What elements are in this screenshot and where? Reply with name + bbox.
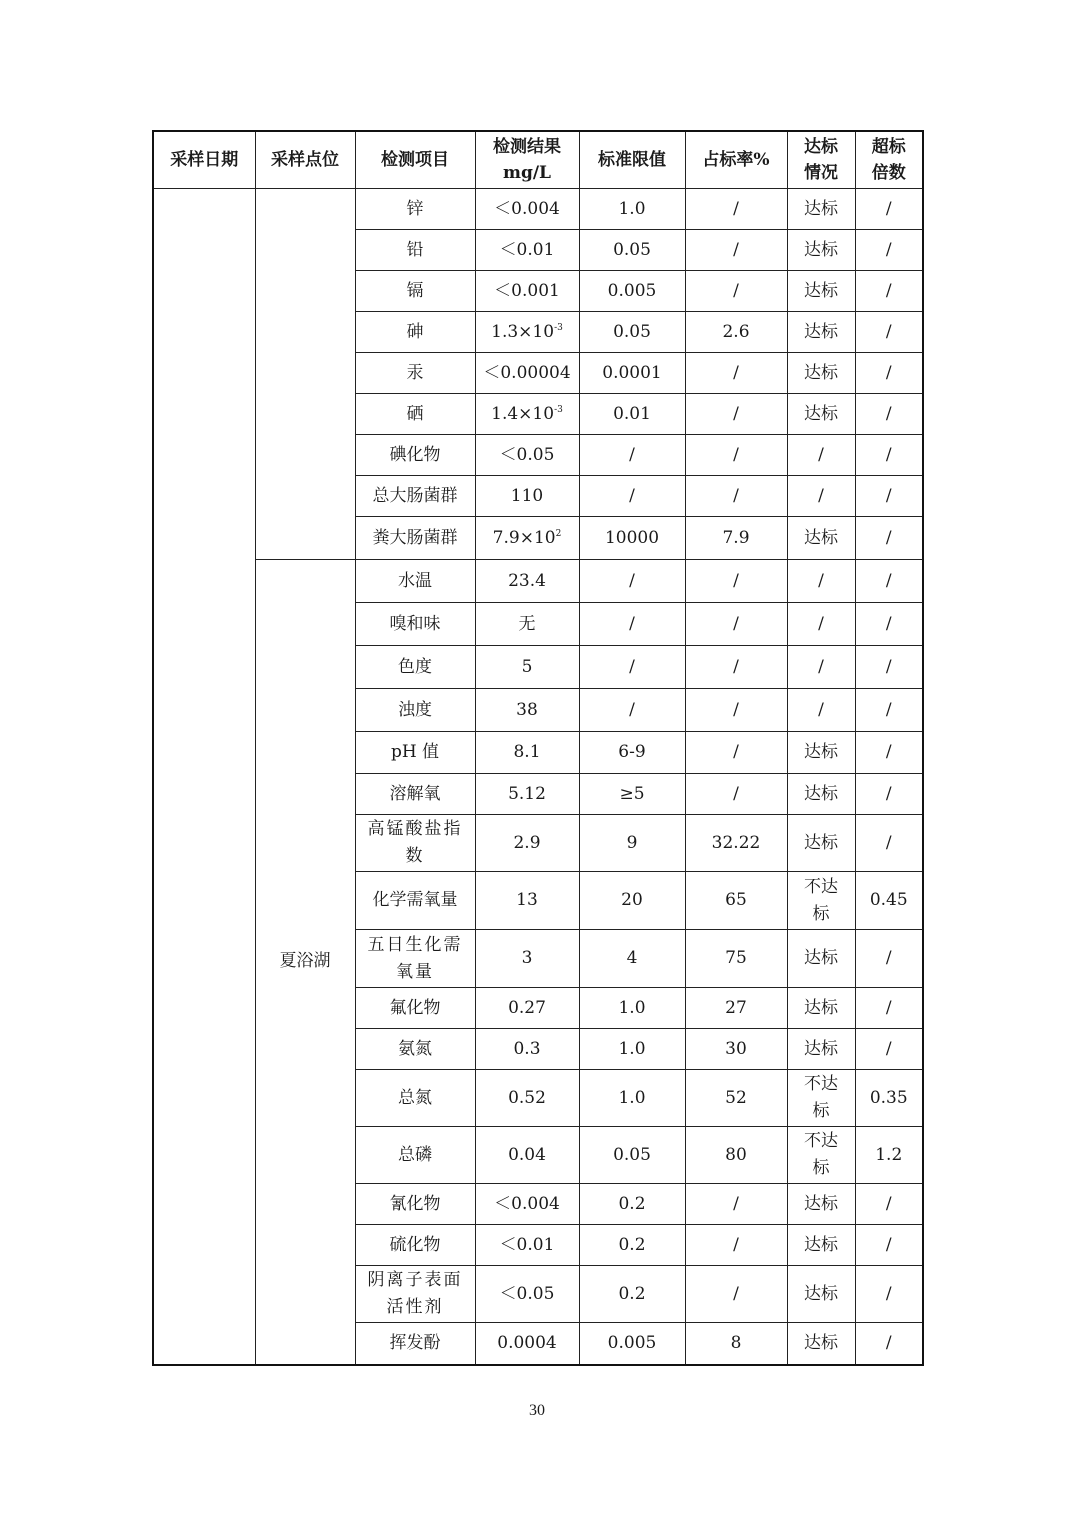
ratio-cell: 30 — [685, 1029, 787, 1070]
table-body — [153, 189, 923, 1365]
result-cell: 2.9 — [475, 815, 579, 872]
limit-cell: 1.0 — [579, 1070, 685, 1127]
item-cell: 汞 — [355, 353, 475, 394]
limit-cell: 6-9 — [579, 732, 685, 774]
ratio-cell: / — [685, 774, 787, 815]
exceed-cell: / — [855, 930, 923, 988]
ratio-cell: / — [685, 689, 787, 732]
status-cell: 达标 — [787, 1029, 855, 1070]
header-row — [153, 131, 923, 189]
result-cell: ＜0.00004 — [475, 353, 579, 394]
exceed-cell: / — [855, 560, 923, 603]
exceed-cell: / — [855, 1029, 923, 1070]
result-cell: 5.12 — [475, 774, 579, 815]
item-cell: 高锰酸盐指数 — [355, 815, 475, 872]
status-cell: / — [787, 476, 855, 517]
limit-cell: 9 — [579, 815, 685, 872]
status-cell: 达标 — [787, 774, 855, 815]
exceed-cell: / — [855, 815, 923, 872]
ratio-cell: / — [685, 560, 787, 603]
result-cell: $1.4\times 10^{-3}$ — [475, 394, 579, 435]
limit-cell: 1.0 — [579, 189, 685, 230]
water-quality-table — [152, 130, 924, 1366]
limit-cell: / — [579, 646, 685, 689]
result-cell: $7.9\times 10^2$ — [475, 517, 579, 560]
result-cell: ＜0.001 — [475, 271, 579, 312]
item-cell: 化学需氧量 — [355, 872, 475, 930]
result-cell: 5 — [475, 646, 579, 689]
header-result: 检测结果 mg/L — [475, 131, 579, 189]
status-cell: 达标 — [787, 1323, 855, 1365]
limit-cell: 0.2 — [579, 1184, 685, 1225]
exceed-cell: / — [855, 435, 923, 476]
status-cell: 达标 — [787, 230, 855, 271]
result-cell: ＜0.01 — [475, 1225, 579, 1266]
limit-cell: 0.2 — [579, 1266, 685, 1323]
exceed-cell: / — [855, 271, 923, 312]
status-cell: 达标 — [787, 271, 855, 312]
limit-cell: / — [579, 603, 685, 646]
ratio-cell: / — [685, 353, 787, 394]
status-cell: / — [787, 603, 855, 646]
result-cell: 38 — [475, 689, 579, 732]
exceed-cell: / — [855, 1323, 923, 1365]
exceed-cell: / — [855, 689, 923, 732]
item-cell: 阴离子表面活性剂 — [355, 1266, 475, 1323]
item-cell: 浊度 — [355, 689, 475, 732]
status-cell: 达标 — [787, 1225, 855, 1266]
limit-cell: / — [579, 560, 685, 603]
status-cell: / — [787, 646, 855, 689]
status-cell: 达标 — [787, 930, 855, 988]
item-cell: 镉 — [355, 271, 475, 312]
status-cell: 不达标 — [787, 872, 855, 930]
status-cell: / — [787, 435, 855, 476]
ratio-cell: / — [685, 1225, 787, 1266]
ratio-cell: / — [685, 189, 787, 230]
status-cell: 达标 — [787, 988, 855, 1029]
result-cell: 3 — [475, 930, 579, 988]
result-cell: 0.27 — [475, 988, 579, 1029]
ratio-cell: 80 — [685, 1127, 787, 1184]
limit-cell: 0.005 — [579, 271, 685, 312]
sample-site-cell: 夏浴湖 — [255, 560, 355, 1365]
limit-cell: 0.2 — [579, 1225, 685, 1266]
item-cell: 水温 — [355, 560, 475, 603]
ratio-cell: / — [685, 732, 787, 774]
ratio-cell: / — [685, 1266, 787, 1323]
result-cell: ＜0.05 — [475, 1266, 579, 1323]
item-cell: 总大肠菌群 — [355, 476, 475, 517]
status-cell: 不达标 — [787, 1070, 855, 1127]
header-limit: 标准限值 — [579, 131, 685, 189]
item-cell: 铅 — [355, 230, 475, 271]
ratio-cell: / — [685, 230, 787, 271]
limit-cell: 0.0001 — [579, 353, 685, 394]
limit-cell: 4 — [579, 930, 685, 988]
ratio-cell: / — [685, 435, 787, 476]
result-cell: 13 — [475, 872, 579, 930]
result-cell: ＜0.004 — [475, 1184, 579, 1225]
exceed-cell: / — [855, 353, 923, 394]
sample-date-cell — [153, 189, 255, 1365]
sample-site-cell — [255, 189, 355, 560]
status-cell: 达标 — [787, 815, 855, 872]
limit-cell: 0.05 — [579, 230, 685, 271]
exceed-cell: / — [855, 394, 923, 435]
result-exponent: 2 — [555, 528, 562, 539]
exceed-cell: 0.45 — [855, 872, 923, 930]
limit-cell: 0.005 — [579, 1323, 685, 1365]
ratio-cell: / — [685, 476, 787, 517]
result-cell: 0.0004 — [475, 1323, 579, 1365]
result-cell: $1.3\times 10^{-3}$ — [475, 312, 579, 353]
item-cell: 嗅和味 — [355, 603, 475, 646]
item-cell: 氰化物 — [355, 1184, 475, 1225]
result-cell: 0.3 — [475, 1029, 579, 1070]
result-cell: 8.1 — [475, 732, 579, 774]
item-cell: 硫化物 — [355, 1225, 475, 1266]
ratio-cell: 8 — [685, 1323, 787, 1365]
item-cell: 锌 — [355, 189, 475, 230]
exceed-cell: / — [855, 189, 923, 230]
status-cell: 达标 — [787, 1266, 855, 1323]
ratio-cell: 32.22 — [685, 815, 787, 872]
header-ratio: 占标率% — [685, 131, 787, 189]
exceed-cell: / — [855, 988, 923, 1029]
exceed-cell: / — [855, 774, 923, 815]
ratio-cell: 65 — [685, 872, 787, 930]
status-cell: 达标 — [787, 353, 855, 394]
exceed-cell: / — [855, 732, 923, 774]
result-cell: 0.04 — [475, 1127, 579, 1184]
page-number: 30 — [529, 1402, 545, 1419]
item-cell: 溶解氧 — [355, 774, 475, 815]
result-cell: ＜0.004 — [475, 189, 579, 230]
result-cell: 无 — [475, 603, 579, 646]
limit-cell: 1.0 — [579, 1029, 685, 1070]
item-cell: 色度 — [355, 646, 475, 689]
ratio-cell: / — [685, 603, 787, 646]
result-cell: 110 — [475, 476, 579, 517]
ratio-cell: / — [685, 646, 787, 689]
status-cell: 达标 — [787, 394, 855, 435]
header-sample-date: 采样日期 — [153, 131, 255, 189]
status-cell: 不达标 — [787, 1127, 855, 1184]
exceed-cell: / — [855, 646, 923, 689]
header-status: 达标 情况 — [787, 131, 855, 189]
result-cell: ＜0.01 — [475, 230, 579, 271]
status-cell: 达标 — [787, 517, 855, 560]
header-test-item: 检测项目 — [355, 131, 475, 189]
exceed-cell: / — [855, 1266, 923, 1323]
table-row — [153, 560, 923, 603]
status-cell: / — [787, 560, 855, 603]
exceed-cell: / — [855, 1225, 923, 1266]
status-cell: 达标 — [787, 312, 855, 353]
exceed-cell: / — [855, 312, 923, 353]
limit-cell: / — [579, 476, 685, 517]
item-cell: 碘化物 — [355, 435, 475, 476]
result-exponent: -3 — [554, 322, 563, 333]
limit-cell: ≥5 — [579, 774, 685, 815]
item-cell: 挥发酚 — [355, 1323, 475, 1365]
limit-cell: 0.05 — [579, 312, 685, 353]
exceed-cell: / — [855, 517, 923, 560]
limit-cell: 10000 — [579, 517, 685, 560]
ratio-cell: 2.6 — [685, 312, 787, 353]
ratio-cell: 7.9 — [685, 517, 787, 560]
result-cell: 0.52 — [475, 1070, 579, 1127]
exceed-cell: 1.2 — [855, 1127, 923, 1184]
exceed-cell: / — [855, 603, 923, 646]
exceed-cell: / — [855, 476, 923, 517]
item-cell: 粪大肠菌群 — [355, 517, 475, 560]
header-exceed: 超标 倍数 — [855, 131, 923, 189]
table-row — [153, 189, 923, 230]
header-sample-site: 采样点位 — [255, 131, 355, 189]
item-cell: pH 值 — [355, 732, 475, 774]
item-cell: 砷 — [355, 312, 475, 353]
result-cell: ＜0.05 — [475, 435, 579, 476]
item-cell: 氨氮 — [355, 1029, 475, 1070]
status-cell: 达标 — [787, 189, 855, 230]
ratio-cell: / — [685, 271, 787, 312]
item-cell: 总氮 — [355, 1070, 475, 1127]
exceed-cell: 0.35 — [855, 1070, 923, 1127]
status-cell: 达标 — [787, 732, 855, 774]
item-cell: 五日生化需氧量 — [355, 930, 475, 988]
ratio-cell: 75 — [685, 930, 787, 988]
status-cell: / — [787, 689, 855, 732]
ratio-cell: 27 — [685, 988, 787, 1029]
limit-cell: 20 — [579, 872, 685, 930]
limit-cell: 0.05 — [579, 1127, 685, 1184]
ratio-cell: 52 — [685, 1070, 787, 1127]
ratio-cell: / — [685, 394, 787, 435]
item-cell: 硒 — [355, 394, 475, 435]
exceed-cell: / — [855, 230, 923, 271]
status-cell: 达标 — [787, 1184, 855, 1225]
limit-cell: / — [579, 435, 685, 476]
result-exponent: -3 — [554, 404, 563, 415]
exceed-cell: / — [855, 1184, 923, 1225]
limit-cell: 1.0 — [579, 988, 685, 1029]
ratio-cell: / — [685, 1184, 787, 1225]
result-cell: 23.4 — [475, 560, 579, 603]
item-cell: 总磷 — [355, 1127, 475, 1184]
limit-cell: / — [579, 689, 685, 732]
item-cell: 氟化物 — [355, 988, 475, 1029]
limit-cell: 0.01 — [579, 394, 685, 435]
